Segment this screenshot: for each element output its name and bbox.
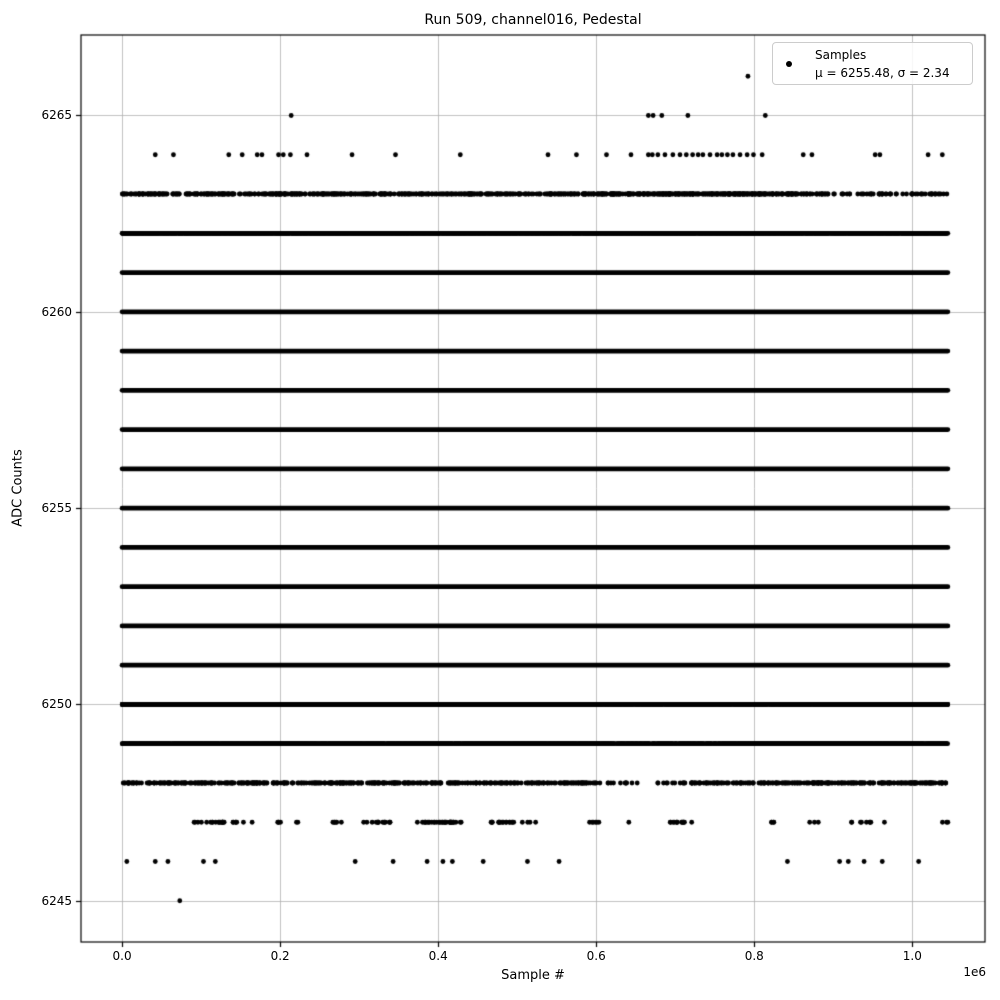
y-tick-label: 6255 <box>41 501 72 516</box>
x-tick-label: 0.6 <box>586 949 606 963</box>
y-tick-label: 6250 <box>41 697 72 712</box>
x-tick-label: 0.2 <box>270 949 290 963</box>
x-offset-label: 1e6 <box>963 965 986 979</box>
x-tick-label: 1.0 <box>902 949 922 963</box>
legend <box>772 42 973 85</box>
y-tick-label: 6260 <box>41 304 72 319</box>
legend-label-samples: Samples <box>815 48 867 62</box>
x-tick-label: 0.0 <box>112 949 132 963</box>
legend-text <box>815 46 950 82</box>
legend-label-stats: μ = 6255.48, σ = 2.34 <box>815 66 950 80</box>
chart-title: Run 509, channel016, Pedestal <box>424 12 642 28</box>
y-tick-label: 6265 <box>41 108 72 123</box>
x-tick-label: 0.8 <box>744 949 764 963</box>
y-tick-label: 6245 <box>41 893 72 908</box>
x-axis-label: Sample # <box>501 968 565 983</box>
sample-marker-icon <box>786 61 792 67</box>
x-tick-label: 0.4 <box>428 949 448 963</box>
y-axis-label: ADC Counts <box>10 449 26 527</box>
